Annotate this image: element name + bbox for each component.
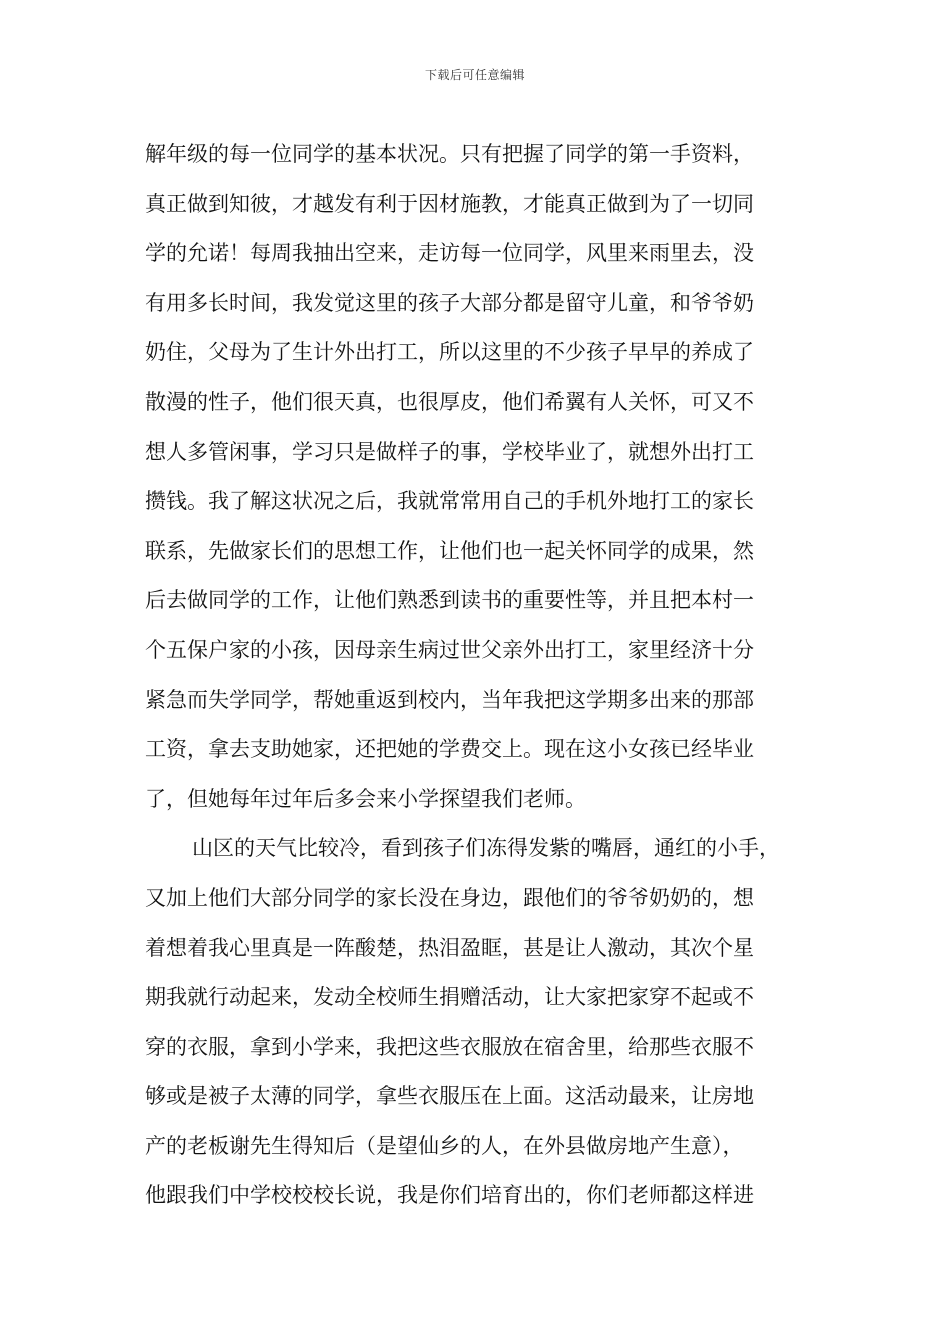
text-line: 紧急而失学同学，帮她重返到校内，当年我把这学期多出来的那部: [145, 687, 754, 712]
text-line: 想人多管闲事，学习只是做样子的事，学校毕业了，就想外出打工: [145, 439, 754, 464]
text-line: 产的老板谢先生得知后（是望仙乡的人，在外县做房地产生意），: [145, 1133, 744, 1158]
text-line: 奶住，父母为了生计外出打工，所以这里的不少孩子早早的养成了: [145, 340, 754, 365]
text-line: 够或是被子太薄的同学，拿些衣服压在上面。这活动最来，让房地: [145, 1084, 754, 1109]
text-line: 又加上他们大部分同学的家长没在身边，跟他们的爷爷奶奶的，想: [145, 885, 754, 910]
page-header: 下载后可任意编辑: [424, 68, 525, 82]
text-line: 解年级的每一位同学的基本状况。只有把握了同学的第一手资料，: [145, 142, 754, 166]
text-line: 期我就行动起来，发动全校师生捐赠活动，让大家把家穿不起或不: [145, 985, 754, 1010]
text-line: 个五保户家的小孩，因母亲生病过世父亲外出打工，家里经济十分: [145, 637, 754, 662]
text-line: 着想着我心里真是一阵酸楚，热泪盈眶，甚是让人激动，其次个星: [145, 935, 754, 960]
text-line: 真正做到知彼，才越发有利于因材施教，才能真正做到为了一切同: [145, 191, 754, 216]
document-body: [145, 130, 810, 1221]
text-line: 穿的衣服，拿到小学来，我把这些衣服放在宿舍里，给那些衣服不: [145, 1034, 754, 1059]
text-line: 了，但她每年过年后多会来小学探望我们老师。: [145, 786, 586, 811]
text-line: 联系，先做家长们的思想工作，让他们也一起关怀同学的成果，然: [145, 538, 754, 563]
text-line: 后去做同学的工作，让他们熟悉到读书的重要性等，并且把本村一: [145, 588, 754, 613]
text-line: 他跟我们中学校校校长说，我是你们培育出的，你们老师都这样进: [145, 1183, 754, 1208]
paragraph-1: [145, 130, 810, 824]
text-line: 山区的天气比较冷，看到孩子们冻得发紫的嘴唇，通红的小手，: [192, 836, 780, 861]
text-line: 学的允诺！每周我抽出空来，走访每一位同学，风里来雨里去，没: [145, 241, 754, 266]
paragraph-2: [145, 824, 810, 1221]
text-line: 工资，拿去支助她家，还把她的学费交上。现在这小女孩已经毕业: [145, 737, 754, 762]
text-line: 散漫的性子，他们很天真，也很厚皮，他们希翼有人关怀，可又不: [145, 389, 754, 414]
text-line: 攒钱。我了解这状况之后，我就常常用自己的手机外地打工的家长: [145, 489, 754, 514]
text-line: 有用多长时间，我发觉这里的孩子大部分都是留守儿童，和爷爷奶: [145, 290, 754, 315]
